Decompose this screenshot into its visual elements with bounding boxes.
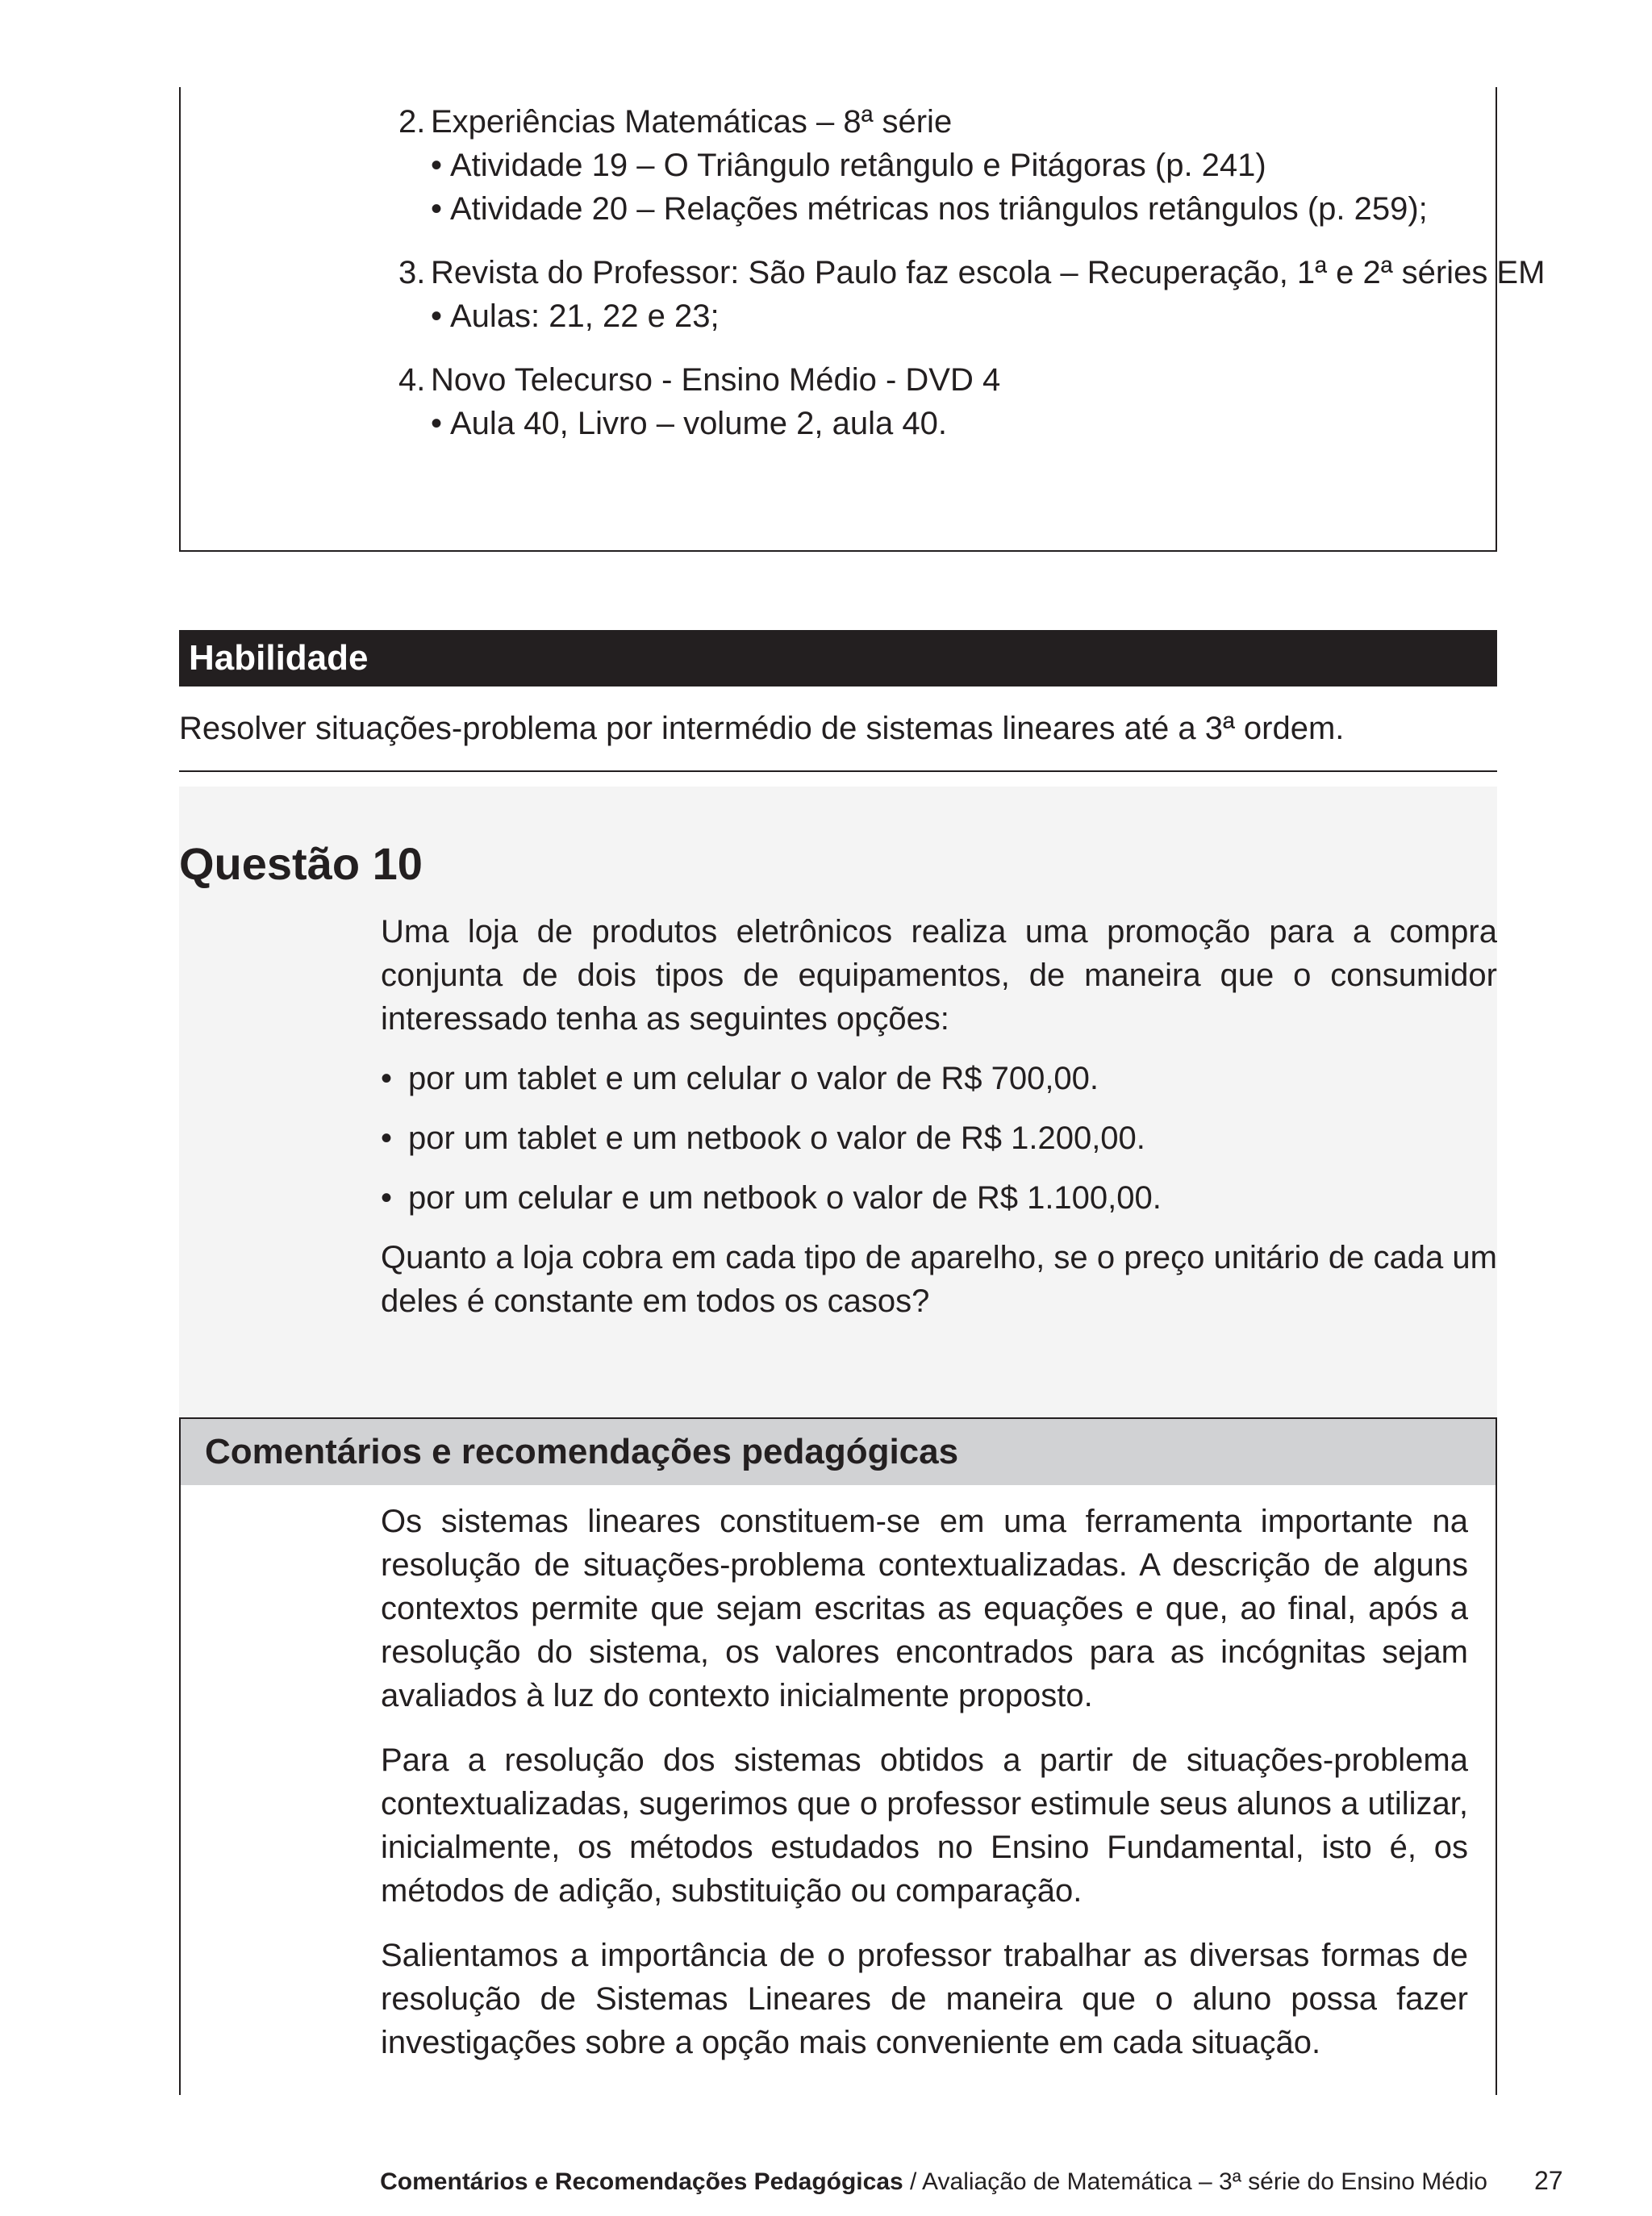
comments-paragraph: Os sistemas lineares constituem-se em uma ferramenta importante na resolução de situações-problema contextualizadas. A descrição de alguns contextos permite que sejam escritas as equações e que, ao final, após a resolução do sistema, os valores encontrados para as incógnitas sejam avaliados à luz do contexto inicialmente proposto. [381, 1504, 1468, 1713]
bullet-icon: • [381, 1180, 393, 1216]
references-list [398, 100, 1546, 465]
bullet-icon: • [431, 148, 443, 183]
option-text: por um celular e um netbook o valor de R$ 1.100,00. [408, 1180, 1162, 1216]
footer-title: Comentários e Recomendações Pedagógicas [380, 2168, 903, 2195]
comments-paragraph: Para a resolução dos sistemas obtidos a partir de situações-problema contextualizadas, sugerimos que o professor estimule seus alunos a utilizar, inicialmente, os métodos estudados no Ensino Fundamental, isto é, os métodos de adição, substituição ou comparação. [381, 1742, 1468, 1909]
option-item [381, 1116, 1497, 1160]
reference-title: Novo Telecurso - Ensino Médio - DVD 4 [431, 362, 1001, 398]
reference-sub: Aula 40, Livro – volume 2, aula 40. [450, 406, 947, 441]
references-box [179, 87, 1546, 552]
bullet-icon: • [431, 406, 443, 441]
reference-sub: Atividade 20 – Relações métricas nos triângulos retângulos (p. 259); [450, 191, 1428, 227]
reference-sub: Atividade 19 – O Triângulo retângulo e Pitágoras (p. 241) [450, 148, 1266, 183]
reference-item [398, 358, 1479, 445]
reference-title: Experiências Matemáticas – 8ª série [431, 104, 953, 140]
question-body [381, 910, 1497, 1323]
habilidade-heading: Habilidade [179, 630, 1497, 687]
bullet-icon: • [381, 1121, 393, 1156]
question-title: Questão 10 [179, 838, 423, 889]
footer-subtitle: / Avaliação de Matemática – 3ª série do Ensino Médio [903, 2168, 1487, 2195]
reference-item [398, 251, 1546, 338]
question-intro: Uma loja de produtos eletrônicos realiza uma promoção para a compra conjunta de dois tipos de equipamentos, de maneira que o consumidor interessado tenha as seguintes opções: [381, 914, 1497, 1037]
divider [179, 770, 1497, 772]
bullet-icon: • [431, 298, 443, 334]
habilidade-text: Resolver situações-problema por intermédio de sistemas lineares até a 3ª ordem. [179, 711, 1345, 746]
comments-paragraph: Salientamos a importância de o professor trabalhar as diversas formas de resolução de Sistemas Lineares de maneira que o aluno possa fazer investigações sobre a opção mais conveniente em cada situação. [381, 1938, 1468, 2060]
question-prompt: Quanto a loja cobra em cada tipo de aparelho, se o preço unitário de cada um deles é constante em todos os casos? [381, 1240, 1497, 1319]
reference-sub: Aulas: 21, 22 e 23; [450, 298, 720, 334]
option-text: por um tablet e um netbook o valor de R$ 1.200,00. [408, 1121, 1145, 1156]
option-text: por um tablet e um celular o valor de R$ 700,00. [408, 1061, 1099, 1096]
page-footer [380, 2166, 1487, 2198]
reference-number: 3. [398, 255, 426, 290]
reference-number: 2. [398, 104, 426, 140]
reference-item [398, 100, 1479, 231]
option-item [381, 1176, 1497, 1220]
reference-number: 4. [398, 362, 426, 398]
bullet-icon: • [381, 1061, 393, 1096]
reference-title: Revista do Professor: São Paulo faz escola – Recuperação, 1ª e 2ª séries EM [431, 255, 1546, 290]
page-number: 27 [1534, 2166, 1563, 2195]
comments-heading: Comentários e recomendações pedagógicas [181, 1419, 1496, 1485]
option-item [381, 1057, 1497, 1100]
comments-body [381, 1500, 1468, 2085]
comments-box [179, 1417, 1497, 2095]
bullet-icon: • [431, 191, 443, 227]
